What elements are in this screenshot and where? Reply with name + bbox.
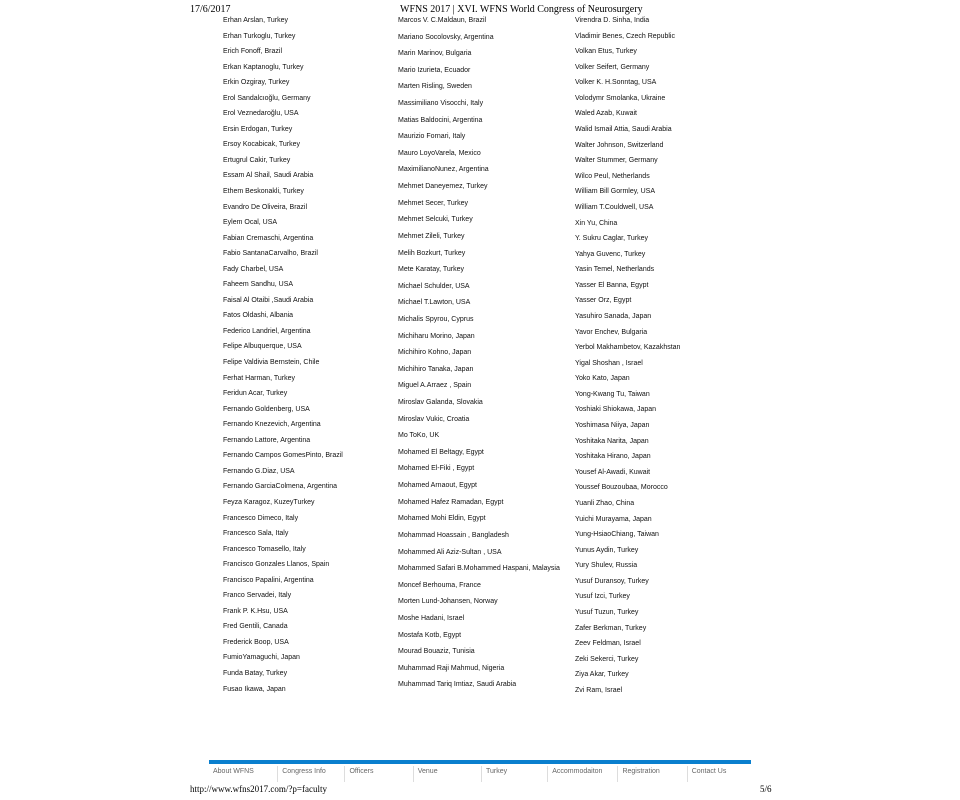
faculty-member: Mauro LoyoVarela, Mexico <box>398 149 481 157</box>
faculty-member: Fernando GarciaColmena, Argentina <box>223 483 338 491</box>
faculty-member: Marin Marinov, Bulgaria <box>398 50 472 58</box>
faculty-member: Zvi Ram, Israel <box>575 686 623 694</box>
faculty-member: Yoko Kato, Japan <box>575 375 630 383</box>
faculty-member: Miroslav Vukic, Croatia <box>398 415 470 423</box>
faculty-member: Erkin Ozgiray, Turkey <box>223 79 290 87</box>
faculty-member: Yuanli Zhao, China <box>575 499 635 507</box>
faculty-member: Ertugrul Cakir, Turkey <box>223 156 291 164</box>
faculty-member: Yasuhiro Sanada, Japan <box>575 312 652 320</box>
faculty-member: Yigal Shoshan , Israel <box>575 359 643 367</box>
faculty-member: Essam Al Shail, Saudi Arabia <box>223 172 314 180</box>
faculty-member: Ethem Beskonakli, Turkey <box>223 188 304 196</box>
faculty-column-3 <box>575 17 680 702</box>
faculty-member: Mehmet Secer, Turkey <box>398 199 469 207</box>
faculty-member: Virendra D. Sinha, India <box>575 17 650 24</box>
faculty-member: Fernando Lattore, Argentina <box>223 436 311 444</box>
faculty-member: Michael Schulder, USA <box>398 282 470 290</box>
faculty-member: Yunus Aydin, Turkey <box>575 546 639 554</box>
faculty-member: Franco Servadei, Italy <box>223 592 292 600</box>
faculty-member: Wilco Peul, Netherlands <box>575 172 650 180</box>
nav-turkey[interactable]: Turkey <box>482 766 548 782</box>
nav-registration[interactable]: Registration <box>618 766 687 782</box>
faculty-member: Mariano Socolovsky, Argentina <box>398 33 494 41</box>
faculty-member: Miguel A.Arraez , Spain <box>398 382 472 390</box>
faculty-member: Mohammad Hoassain , Bangladesh <box>398 531 509 539</box>
faculty-member: Fabian Cremaschi, Argentina <box>223 234 314 242</box>
print-date: 17/6/2017 <box>190 4 231 15</box>
faculty-member: Mohamed El Beltagy, Egypt <box>398 448 484 456</box>
footer-nav <box>209 766 751 782</box>
faculty-member: Youssef Bouzoubaa, Morocco <box>575 484 668 492</box>
faculty-member: Yong-Kwang Tu, Taiwan <box>575 390 650 398</box>
faculty-member: Michalis Spyrou, Cyprus <box>398 315 474 323</box>
faculty-member: Erhan Arslan, Turkey <box>223 17 288 24</box>
faculty-member: Yung-HsiaoChiang, Taiwan <box>575 531 659 539</box>
footer-accent-bar <box>209 760 751 764</box>
faculty-member: Massimiliano Visocchi, Italy <box>398 100 484 108</box>
nav-contact-us[interactable]: Contact Us <box>691 768 727 775</box>
faculty-member: Volodymr Smolanka, Ukraine <box>575 94 666 102</box>
faculty-member: Mehmet Selcuki, Turkey <box>398 216 473 224</box>
faculty-member: Frank P. K.Hsu, USA <box>223 607 288 615</box>
faculty-member: Yoshimasa Niiya, Japan <box>575 422 650 430</box>
faculty-member: Yury Shulev, Russia <box>575 562 638 570</box>
faculty-member: Erol Sandalcıoğlu, Germany <box>223 94 311 102</box>
faculty-member: Mohamed El-Fiki , Egypt <box>398 465 475 473</box>
faculty-member: Maurizio Fornari, Italy <box>398 133 466 141</box>
faculty-member: MaximilianoNunez, Argentina <box>398 166 489 174</box>
faculty-member: Ziya Akar, Turkey <box>575 671 629 679</box>
faculty-member: Ersoy Kocabicak, Turkey <box>223 141 301 149</box>
faculty-member: Funda Batay, Turkey <box>223 669 288 677</box>
faculty-member: Yousef Al-Awadi, Kuwait <box>575 468 651 476</box>
faculty-member: Francisco Papalini, Argentina <box>223 576 314 584</box>
faculty-member: Francesco Sala, Italy <box>223 530 289 538</box>
faculty-member: Mohammed Ali Aziz-Sultan , USA <box>398 548 502 556</box>
nav-officers[interactable]: Officers <box>345 766 413 782</box>
faculty-member: Yerbol Makhambetov, Kazakhstan <box>575 344 681 352</box>
faculty-member: Fabio SantanaCarvalho, Brazil <box>223 250 318 258</box>
faculty-member: Walter Johnson, Switzerland <box>575 141 664 149</box>
nav-accommodation[interactable]: Accommodaiton <box>548 766 618 782</box>
faculty-member: Evandro De Oliveira, Brazil <box>223 203 308 211</box>
faculty-member: Mehmet Zileli, Turkey <box>398 232 465 240</box>
faculty-member: Mohamed Arnaout, Egypt <box>398 482 477 490</box>
faculty-member: Mario Izurieta, Ecuador <box>398 66 471 74</box>
faculty-member: Melih Bozkurt, Turkey <box>398 249 466 257</box>
faculty-member: Francesco Tomasello, Italy <box>223 545 306 553</box>
faculty-member: Matias Baldocini, Argentina <box>398 116 483 124</box>
faculty-member: Y. Sukru Caglar, Turkey <box>575 235 649 243</box>
faculty-member: Felipe Valdivia Bernstein, Chile <box>223 359 320 367</box>
faculty-member: Erkan Kaptanoglu, Turkey <box>223 63 304 71</box>
faculty-member: Erol Veznedaroğlu, USA <box>223 110 299 118</box>
faculty-member: Marcos V. C.Maldaun, Brazil <box>398 17 487 24</box>
faculty-member: Muhammad Raji Mahmud, Nigeria <box>398 664 505 672</box>
faculty-member: Volker K. H.Sonntag, USA <box>575 79 657 87</box>
nav-congress-info[interactable]: Congress Info <box>278 766 345 782</box>
faculty-member: Mohamed Mohi Eldin, Egypt <box>398 515 486 523</box>
faculty-member: Yusuf Tuzun, Turkey <box>575 608 639 616</box>
faculty-member: Xin Yu, China <box>575 219 618 227</box>
faculty-member: Walid Ismail Attia, Saudi Arabia <box>575 126 672 134</box>
faculty-member: Michihiro Kohno, Japan <box>398 349 472 357</box>
faculty-member: Eylem Ocal, USA <box>223 219 278 227</box>
faculty-member: Mohamed Hafez Ramadan, Egypt <box>398 498 504 506</box>
faculty-member: Fred Gentili, Canada <box>223 623 288 631</box>
faculty-member: Yuichi Murayama, Japan <box>575 515 652 523</box>
faculty-member: Francesco Dimeco, Italy <box>223 514 299 522</box>
faculty-member: Faheem Sandhu, USA <box>223 281 294 289</box>
faculty-member: Fernando Goldenberg, USA <box>223 405 310 413</box>
faculty-member: Waled Azab, Kuwait <box>575 110 637 118</box>
faculty-member: Erhan Turkoglu, Turkey <box>223 32 296 40</box>
faculty-member: Felipe Albuquerque, USA <box>223 343 302 351</box>
faculty-member: Fernando Campos GomesPinto, Brazil <box>223 452 343 460</box>
faculty-member: Fernando G.Diaz, USA <box>223 467 295 475</box>
faculty-member: Moncef Berhouma, France <box>398 581 481 589</box>
faculty-member: Zeev Feldman, Israel <box>575 640 641 648</box>
faculty-member: William T.Couldwell, USA <box>575 203 654 211</box>
faculty-member: Vladimir Benes, Czech Republic <box>575 32 675 40</box>
faculty-column-1 <box>223 17 343 701</box>
faculty-member: Yahya Guvenc, Turkey <box>575 250 646 258</box>
faculty-member: Mohammed Safari B.Mohammed Haspani, Malaysia <box>398 565 560 573</box>
faculty-member: Yoshiaki Shiokawa, Japan <box>575 406 657 414</box>
faculty-member: Ferhat Harman, Turkey <box>223 374 295 382</box>
faculty-member: Ersin Erdogan, Turkey <box>223 125 293 133</box>
faculty-member: Michiharu Morino, Japan <box>398 332 475 340</box>
faculty-member: Mehmet Daneyemez, Turkey <box>398 183 488 191</box>
faculty-member: Yoshitaka Hirano, Japan <box>575 453 651 461</box>
faculty-member: Fernando Knezevich, Argentina <box>223 421 321 429</box>
faculty-member: Feridun Acar, Turkey <box>223 390 288 398</box>
faculty-member: Michael T.Lawton, USA <box>398 299 471 307</box>
faculty-member: Yusuf Izci, Turkey <box>575 593 630 601</box>
faculty-member: Feyza Karagoz, KuzeyTurkey <box>223 498 315 506</box>
faculty-member: FumioYamaguchi, Japan <box>223 654 300 662</box>
page-title: WFNS 2017 | XVI. WFNS World Congress of Neurosurgery <box>400 4 643 15</box>
faculty-member: Yavor Enchev, Bulgaria <box>575 328 648 336</box>
faculty-member: Federico Landriel, Argentina <box>223 327 311 335</box>
faculty-member: Yasser Orz, Egypt <box>575 297 632 305</box>
faculty-member: Yoshitaka Narita, Japan <box>575 437 649 445</box>
faculty-member: Yasin Temel, Netherlands <box>575 266 655 274</box>
faculty-member: Walter Stummer, Germany <box>575 157 658 165</box>
faculty-member: Yasser El Banna, Egypt <box>575 281 649 289</box>
faculty-member: Michihiro Tanaka, Japan <box>398 365 474 373</box>
faculty-member: Moshe Hadani, Israel <box>398 614 465 622</box>
faculty-member: Fady Charbel, USA <box>223 265 284 273</box>
faculty-member: Fatos Oldashi, Albania <box>223 312 294 320</box>
nav-about-wfns[interactable]: About WFNS <box>209 766 278 782</box>
faculty-member: Mourad Bouaziz, Tunisia <box>398 648 475 656</box>
faculty-member: Miroslav Galanda, Slovakia <box>398 399 483 407</box>
faculty-member: Erich Fonoff, Brazil <box>223 48 283 56</box>
page-number: 5/6 <box>760 784 772 794</box>
page-url: http://www.wfns2017.com/?p=faculty <box>190 784 327 794</box>
faculty-member: Mo ToKo, UK <box>398 432 440 440</box>
faculty-member: Volkan Etus, Turkey <box>575 48 637 56</box>
faculty-column-2 <box>398 17 560 698</box>
faculty-member: Mostafa Kotb, Egypt <box>398 631 462 639</box>
faculty-member: Zeki Sekerci, Turkey <box>575 655 639 663</box>
faculty-member: Faisal Al Otaibi ,Saudi Arabia <box>223 296 314 304</box>
faculty-member: Muhammad Tariq Imtiaz, Saudi Arabia <box>398 681 517 689</box>
nav-venue[interactable]: Venue <box>414 766 482 782</box>
faculty-member: Frederick Boop, USA <box>223 638 289 646</box>
faculty-member: Mete Karatay, Turkey <box>398 266 465 274</box>
faculty-member: Morten Lund-Johansen, Norway <box>398 598 498 606</box>
faculty-member: William Bill Gormley, USA <box>575 188 655 196</box>
faculty-member: Volker Seifert, Germany <box>575 63 650 71</box>
faculty-member: Yusuf Duransoy, Turkey <box>575 577 649 585</box>
faculty-member: Marten Risling, Sweden <box>398 83 472 91</box>
faculty-member: Francisco Gonzales Llanos, Spain <box>223 561 330 569</box>
faculty-member: Fusao Ikawa, Japan <box>223 685 286 693</box>
faculty-member: Zafer Berkman, Turkey <box>575 624 647 632</box>
